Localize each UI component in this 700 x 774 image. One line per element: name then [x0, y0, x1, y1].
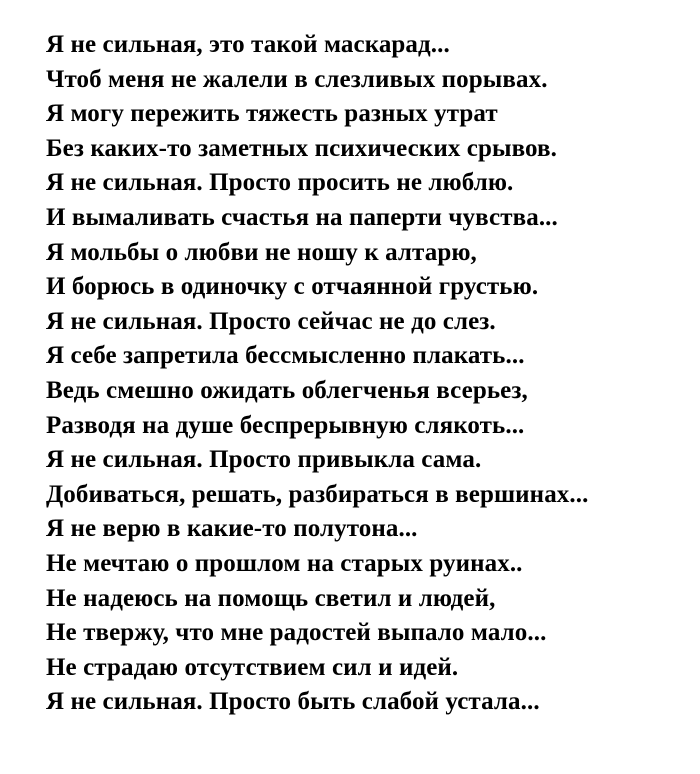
poem-line: Без каких-то заметных психических срывов.: [46, 134, 557, 162]
poem-line: Разводя на душе беспрерывную слякоть...: [46, 411, 525, 439]
poem-line: Добиваться, решать, разбираться в вершинах...: [46, 480, 589, 508]
poem-line: Чтоб меня не жалели в слезливых порывах.: [46, 65, 548, 93]
poem-line: Я не сильная. Просто сейчас не до слез.: [46, 307, 496, 335]
poem-line: Не надеюсь на помощь светил и людей,: [46, 584, 496, 612]
poem-line: Я не сильная. Просто быть слабой устала...: [46, 688, 540, 716]
poem-line: Я не сильная, это такой маскарад...: [46, 31, 450, 58]
poem-line: Не мечтаю о прошлом на старых руинах..: [46, 549, 523, 577]
poem-line: Я не верю в какие-то полутона...: [46, 515, 418, 543]
poem-line: Не твержу, что мне радостей выпало мало...: [46, 619, 547, 647]
poem-line: И борюсь в одиночку с отчаянной грустью.: [46, 273, 539, 301]
poem-line: Ведь смешно ожидать облегченья всерьез,: [46, 376, 528, 404]
poem-line: Я не сильная. Просто просить не люблю.: [46, 169, 514, 197]
poem-line: Не страдаю отсутствием сил и идей.: [46, 653, 459, 681]
poem-text: [46, 28, 588, 720]
poem-line: Я не сильная. Просто привыкла сама.: [46, 446, 482, 474]
poem-line: Я себе запретила бессмысленно плакать...: [46, 342, 525, 370]
poem-line: Я могу пережить тяжесть разных утрат: [46, 100, 498, 128]
poem-line: И вымаливать счастья на паперти чувства...: [46, 203, 558, 231]
poem-line: Я мольбы о любви не ношу к алтарю,: [46, 238, 477, 266]
